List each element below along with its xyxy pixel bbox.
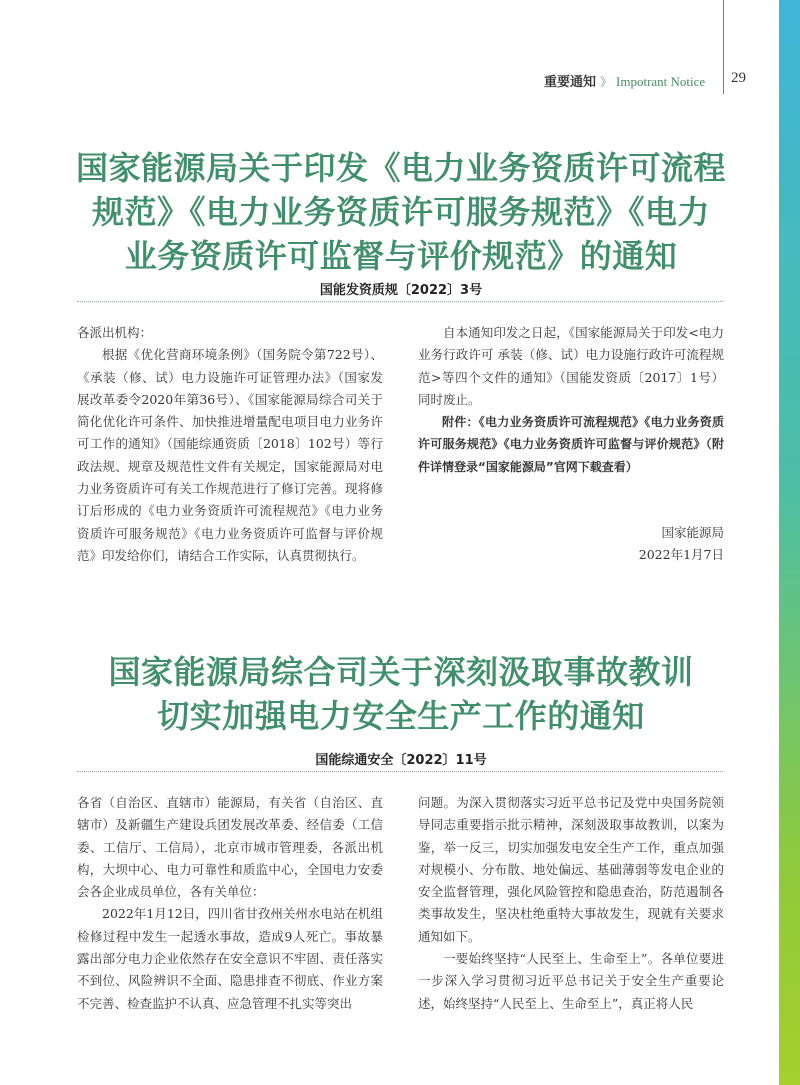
article2-left-column — [77, 792, 383, 1015]
article1-effective-clause: 自本通知印发之日起，《国家能源局关于印发<电力业务行政许可 承装（修、试）电力设施行政许可流程规范>等四个文件的通知》（国能发资质〔2017〕1号）同时废止。 — [418, 325, 724, 407]
article1-body: 根据《优化营商环境条例》（国务院令第722号）、《承装（修、试）电力设施许可证管理办法》（国家发展改革委令2020年第36号）、《国家能源局综合司关于简化优化许可条件、加快推进增量配电项目电力业务许可工作的通知》（国能综通资质〔2018〕102号）等行政法规、规章及规范性文件有关规定，国家能源局对电力业务资质许可有关工作规范进行了修订完善。现将修订后形成的《电力业务资质许可流程规范》《电力业务资质许可服务规范》《电力业务资质许可监督与评价规范》印发给你们，请结合工作实际，认真贯彻执行。 — [77, 347, 383, 563]
article1-signature: 国家能源局 — [661, 525, 724, 541]
article1-doc-number: 国能发资质规〔2022〕3号 — [319, 283, 483, 298]
article1-left-column — [77, 322, 383, 567]
section-title-en: Impotrant Notice — [616, 74, 706, 89]
article1-date: 2022年1月7日 — [638, 547, 724, 563]
article1-title-line: 国家能源局关于印发《电力业务资质许可流程 — [75, 149, 726, 187]
article2-right-column — [418, 792, 724, 1015]
article1-attachment — [418, 411, 724, 478]
running-header — [544, 71, 705, 90]
header-divider-line — [723, 0, 724, 94]
attachment-text: 《电力业务资质许可流程规范》《电力业务资质许可服务规范》《电力业务资质许可监督与评价规范》（附件详情登录“国家能源局”官网下载查看） — [418, 415, 724, 474]
article2-title-line: 切实加强电力安全生产工作的通知 — [157, 697, 645, 735]
article2-para2: 一要始终坚持“人民至上、生命至上”。各单位要进一步深入学习贯彻习近平总书记关于安全生产重要论述，始终坚持“人民至上、生命至上”，真正将人民 — [418, 951, 724, 1011]
article1-title-line: 业务资质许可监督与评价规范》的通知 — [124, 237, 678, 275]
page-number: 29 — [731, 70, 746, 86]
article2-title-line: 国家能源局综合司关于深刻汲取事故教训 — [108, 653, 694, 691]
article2-salutation: 各省（自治区、直辖市）能源局，有关省（自治区、直辖市）及新疆生产建设兵团发展改革委、经信委（工信委、工信厅、工信局），北京市城市管理委，各派出机构，大坝中心、电力可靠性和质监中心，全国电力安委会各企业成员单位，各有关单位： — [77, 795, 383, 900]
dotted-divider — [77, 301, 723, 302]
attachment-label: 附件： — [442, 415, 479, 430]
article2-para1-continued: 问题。为深入贯彻落实习近平总书记及党中央国务院领导同志重要指示批示精神，深刻汲取事故教训，以案为鉴，举一反三，切实加强发电安全生产工作，重点加强对规模小、分布散、地处偏远、基础薄弱等发电企业的安全监督管理，强化风险管控和隐患查治，防范遏制各类事故发生，坚决杜绝重特大事故发生，现就有关要求通知如下。 — [418, 795, 724, 944]
double-chevron-icon: 》 — [600, 75, 613, 89]
article1-right-column — [418, 322, 724, 567]
article2-doc-number: 国能综通安全〔2022〕11号 — [315, 753, 487, 768]
color-sidebar-strip — [779, 0, 800, 1085]
article1-salutation: 各派出机构： — [77, 325, 153, 340]
dotted-divider — [77, 771, 723, 772]
article1-title — [70, 146, 732, 278]
article2-title — [70, 650, 732, 738]
section-title-zh: 重要通知 — [544, 75, 597, 90]
article2-para1: 2022年1月12日，四川省甘孜州关州水电站在机组检修过程中发生一起透水事故，造成9人死亡。事故暴露出部分电力企业依然存在安全意识不牢固、责任落实不到位、风险辨识不全面、隐患排查不彻底、作业方案不完善、检查监护不认真、应急管理不扎实等突出 — [77, 906, 383, 1011]
article1-title-line: 规范》《电力业务资质许可服务规范》《电力 — [91, 193, 710, 231]
